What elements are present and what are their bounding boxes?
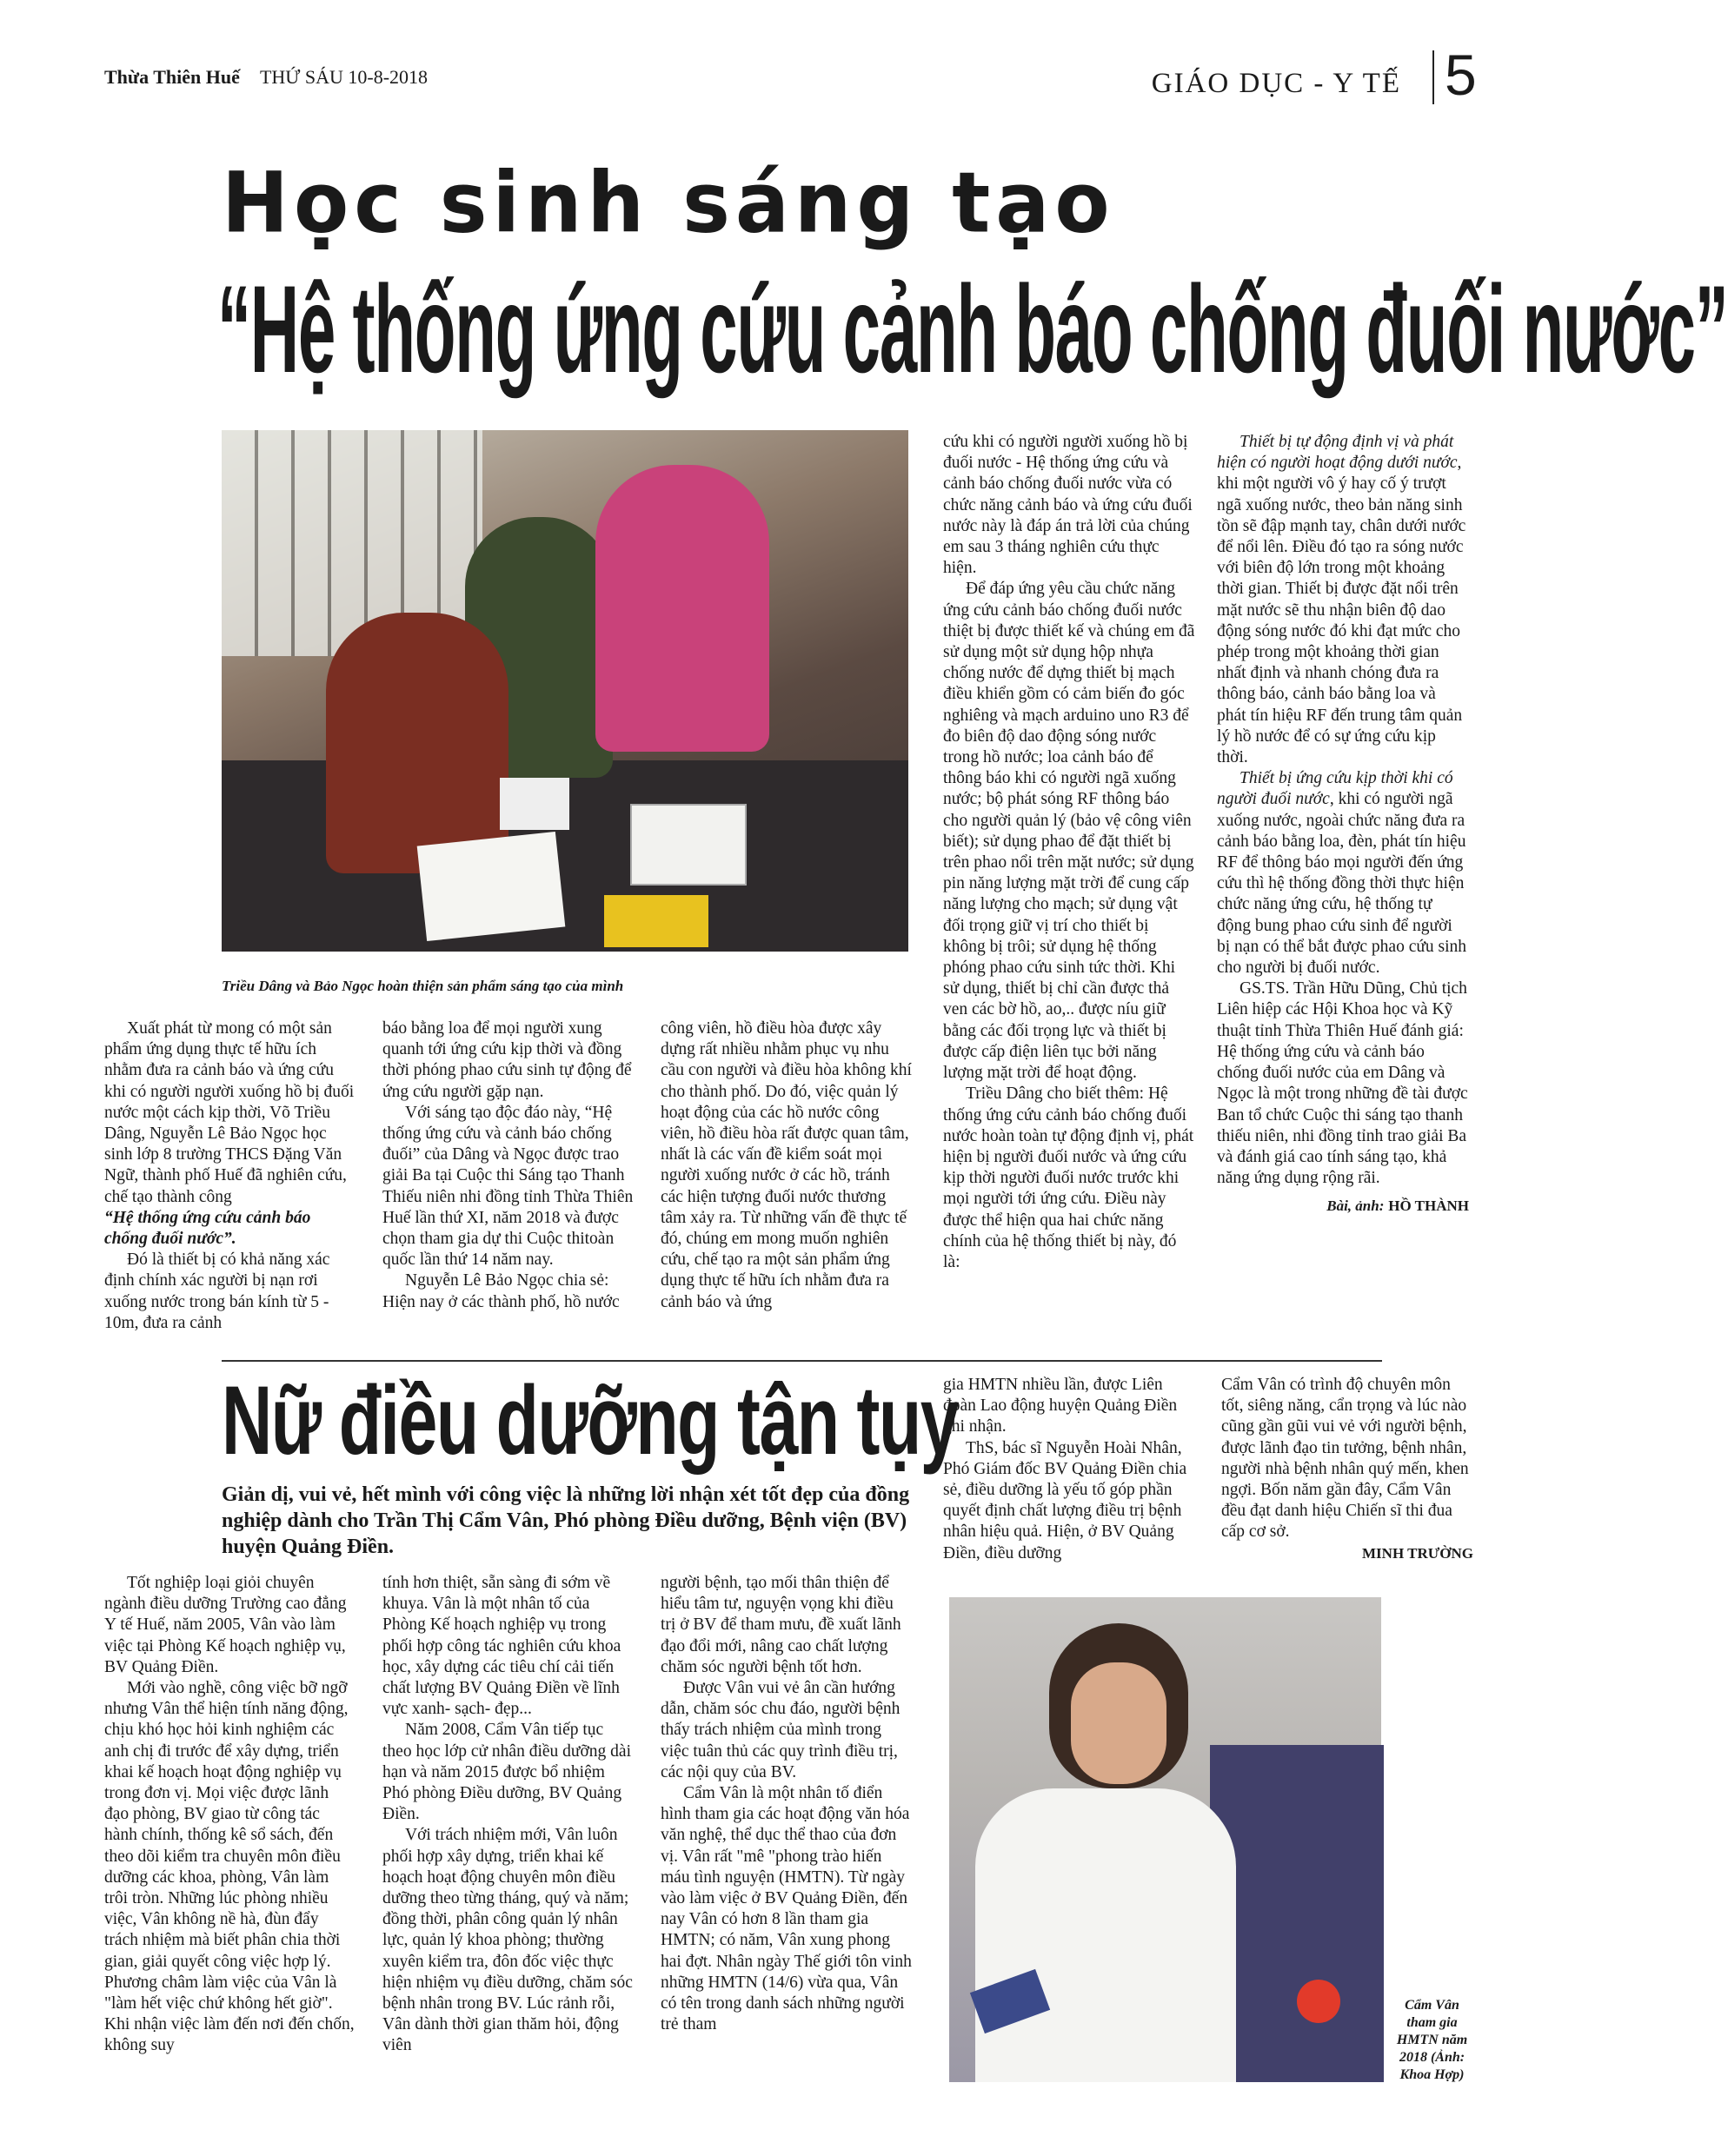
masthead [104,66,428,89]
page-divider [1432,50,1434,104]
article2-column-3 [661,1573,913,2035]
photo-paper [417,832,566,941]
photo-person-girl [595,465,769,752]
article1-column-4 [943,432,1195,1273]
page-number: 5 [1445,43,1477,107]
article1-column-1 [104,1018,356,1334]
section-title: GIÁO DỤC - Y TẾ [1151,68,1401,99]
article-divider [222,1360,1382,1362]
article1-photo [222,430,908,952]
paragraph: GS.TS. Trần Hữu Dũng, Chủ tịch Liên hiệp các Hội Khoa học và Kỹ thuật tỉnh Thừa Thiên Huế đánh giá: Hệ thống ứng cứu và cảnh báo chống đuối nước của em Dâng và Ngọc là một trong những đề tài được Ban tổ chức Cuộc thi sáng tạo thanh thiếu niên, nhi đồng tỉnh trao giải Ba và đánh giá cao tính sáng tạo, khả năng ứng dụng rộng rãi. [1217,979,1468,1188]
paragraph: công viên, hồ điều hòa được xây dựng rất nhiều nhằm phục vụ nhu cầu con người và điều hòa không khí cho thành phố. Do đó, việc quản lý hoạt động của các hồ nước công viên, hồ điều hòa rất được quan tâm, nhất là các vấn đề kiểm soát mọi người xuống nước ở các hồ, tránh các hiện tượng đuối nước thương tâm xảy ra. Từ những vấn đề thực tế đó, chúng em mong muốn nghiên cứu, chế tạo ra một sản phẩm ứng dụng thực tế hữu ích nhằm đưa ra cảnh báo và ứng [661,1019,912,1311]
article1-byline: Bài, ảnh: HỒ THÀNH [1326,1197,1469,1215]
paragraph: Với sáng tạo độc đáo này, “Hệ thống ứng cứu và cảnh báo chống đuối” của Dâng và Ngọc được trao giải Ba tại Cuộc thi Sáng tạo Thanh Thiếu niên nhi đồng tỉnh Thừa Thiên Huế lần thứ XI, năm 2018 và được chọn tham gia dự thi Cuộc thitoàn quốc lần thứ 14 năm nay. [382,1103,634,1270]
article1-title-wrap [217,257,1728,399]
article2-column-4 [943,1375,1195,1564]
paragraph: Để đáp ứng yêu cầu chức năng ứng cứu cảnh báo chống đuối nước thiệt bị được thiết kế và chúng em đã sử dụng một sử dụng hộp nhựa chống nước để dựng thiết bị mạch điều khiển gồm có cảm biến đo góc nghiêng và mạch arduino uno R3 để đo biên độ dao động sóng nước trong hồ nước; loa cảnh báo để thông báo khi có người ngã xuống nước; bộ phát sóng RF thông báo cho người quản lý (bảo vệ công viên biết); sử dụng phao để đặt thiết bị trên phao nổi trên mặt nước; sử dụng pin năng lượng mặt trời để cung cấp năng lượng cho mạch; sử dụng vật đối trọng giữ vị trí cho thiết bị không bị trôi; sử dụng hệ thống phóng phao cứu sinh tức thời. Khi sử dụng, thiết bị chỉ cần được thả ven các bờ hồ, ao,.. được níu giữ bằng các đối trọng lực và thiết bị được cấp điện liên tục bởi năng lượng mặt trời để hoạt động. [943,580,1195,1083]
product-name: “Hệ thống ứng cứu cảnh báo chống đuối nước”. [104,1208,311,1249]
paragraph: Với trách nhiệm mới, Vân luôn phối hợp xây dựng, triển khai kế hoạch hoạt động chuyên môn điều dưỡng theo từng tháng, quý và năm; đồng thời, phân công quản lý nhân lực, quản lý khoa phòng; thường xuyên kiểm tra, đôn đốc việc thực hiện nhiệm vụ điều dưỡng, chăm sóc bệnh nhân trong BV. Lúc rảnh rỗi, Vân dành thời gian thăm hỏi, động viên [382,1826,633,2055]
article1-photo-caption: Triều Dâng và Bảo Ngọc hoàn thiện sản phẩm sáng tạo của mình [222,978,624,994]
photo-device-box [630,804,747,886]
paragraph: gia HMTN nhiều lần, được Liên đoàn Lao động huyện Quảng Điền ghi nhận. [943,1376,1178,1436]
article2-title: Nữ điều dưỡng tận tụy [222,1366,959,1475]
paragraph: Đó là thiết bị có khả năng xác định chính xác người bị nạn rơi xuống nước trong bán kính từ 5 - 10m, đưa ra cảnh [104,1250,330,1332]
paragraph: người bệnh, tạo mối thân thiện để hiểu tâm tư, nguyện vọng khi điều trị ở BV để tham mưu, đề xuất lãnh đạo đổi mới, nâng cao chất lượng chăm sóc người bệnh tốt hơn. [661,1574,901,1676]
article2-column-2 [382,1573,635,2057]
issue-date: THỨ SÁU 10-8-2018 [259,66,429,88]
paragraph: Tốt nghiệp loại giỏi chuyên ngành điều dưỡng Trường cao đẳng Y tế Huế, năm 2005, Vân vào làm việc tại Phòng Kế hoạch nghiệp vụ, BV Quảng Điền. [104,1574,347,1676]
paragraph: ThS, bác sĩ Nguyễn Hoài Nhân, Phó Giám đốc BV Quảng Điền chia sẻ, điều dưỡng là yếu tố góp phần quyết định chất lượng điều trị bệnh nhân hiệu quả. Hiện, ở BV Quảng Điền, điều dưỡng [943,1438,1187,1562]
article2-lead: Giản dị, vui vẻ, hết mình với công việc là những lời nhận xét tốt đẹp của đồng nghiệp dành cho Trần Thị Cẩm Vân, Phó phòng Điều dưỡng, Bệnh viện (BV) huyện Quảng Điền. [222,1483,910,1558]
paragraph: Năm 2008, Cẩm Vân tiếp tục theo học lớp cử nhân điều dưỡng dài hạn và năm 2015 được bổ nhiệm Phó phòng Điều dưỡng, BV Quảng Điền. [382,1721,631,1824]
subheading-italic: Thiết bị ứng cứu kịp thời khi có người đuối nước [1217,769,1453,809]
paragraph: báo bằng loa để mọi người xung quanh tới ứng cứu kịp thời và đồng thời phóng phao cứu sinh tự động để ứng cứu người gặp nạn. [382,1019,632,1101]
paragraph: , khi một người vô ý hay cố ý trượt ngã xuống nước, theo bản năng sinh tồn sẽ đập mạnh tay, chân dưới nước để nổi lên. Điều đó tạo ra sóng nước với biên độ lớn trong một khoảng thời gian. Thiết bị được đặt nổi trên mặt nước sẽ thu nhận biên độ dao động sóng nước đó khi đạt mức cho phép trong một khoảng thời gian nhất định và nhanh chóng đưa ra thông báo, cảnh báo bằng loa và phát tín hiệu RF đến trung tâm quản lý hồ nước để có sự ứng cứu kịp thời. [1217,454,1466,767]
article1-column-5 [1217,432,1469,1217]
paragraph: Cẩm Vân có trình độ chuyên môn tốt, siêng năng, cẩn trọng và lúc nào cũng gần gũi vui vẻ với người bệnh, được lãnh đạo tin tưởng, bệnh nhân, người nhà bệnh nhân quý mến, khen ngợi. Bốn năm gần đây, Cẩm Vân đều đạt danh hiệu Chiến sĩ thi đua cấp cơ sở. [1221,1376,1469,1542]
article1-title-line2: “Hệ thống ứng cứu cảnh báo chống đuối nước” [217,259,1728,399]
paragraph: cứu khi có người người xuống hồ bị đuối nước - Hệ thống ứng cứu và cảnh báo chống đuối nước vừa có chức năng cảnh báo và ứng cứu đuối nước này là đáp án trả lời của chúng em sau 3 tháng nghiên cứu thực hiện. [943,433,1193,578]
article2-photo [949,1597,1381,2082]
subheading-italic: Thiết bị tự động định vị và phát hiện có người hoạt động dưới nước [1217,433,1458,473]
photo-face [1071,1662,1166,1784]
article2-byline: MINH TRƯỜNG [1362,1544,1473,1562]
article2-photo-caption: Cẩm Vân tham gia HMTN năm 2018 (Ảnh: Khoa Hợp) [1396,1998,1468,2082]
paragraph: tính hơn thiệt, sẵn sàng đi sớm về khuya. Vân là một nhân tố của Phòng Kế hoạch nghiệp vụ trong phối hợp công tác nghiên cứu khoa học, xây dựng các tiêu chí cải tiến chất lượng BV Quảng Điền về lĩnh vực xanh- sạch- đẹp... [382,1574,621,1719]
paragraph: Nguyễn Lê Bảo Ngọc chia sẻ: Hiện nay ở các thành phố, hồ nước [382,1271,620,1311]
paragraph: Được Vân vui vẻ ân cần hướng dẫn, chăm sóc chu đáo, người bệnh thấy trách nhiệm của mình trong việc tuân thủ các quy trình điều trị, các nội quy của BV. [661,1679,901,1781]
photo-stress-ball [1297,1980,1340,2023]
photo-shirt [975,1788,1236,2082]
article1-title-line1: Học sinh sáng tạo [222,154,1115,252]
newspaper-name: Thừa Thiên Huế [104,66,240,88]
paragraph: , khi có người ngã xuống nước, ngoài chức năng đưa ra cảnh báo bằng loa, đèn, phát tín hiệu RF để thông báo mọi người đến ứng cứu thì hệ thống đồng thời thực hiện chức năng ứng cứu, hệ thống tự động bung phao cứu sinh để người bị nạn có thể bắt được phao cứu sinh cho người bị đuối nước. [1217,790,1467,978]
paragraph: Mới vào nghề, công việc bỡ ngỡ nhưng Vân thể hiện tính năng động, chịu khó học hỏi kinh nghiệm các anh chị đi trước để xây dựng, triển khai kế hoạch hoạt động nghiệp vụ trong đơn vị. Mọi việc được lãnh đạo phòng, BV giao từ công tác hành chính, thống kê sổ sách, đến theo dõi kiểm tra chuyên môn điều dưỡng các khoa, phòng, Vân làm trôi tròn. Những lúc phòng nhiều việc, Vân không nề hà, đùn đẩy trách nhiệm mà biết phân chia thời gian, giải quyết công việc hợp lý. Phương châm làm việc của Vân là "làm hết việc chứ không hết giờ". Khi nhận việc làm đến nơi đến chốn, không suy [104,1679,355,2055]
paragraph: Triều Dâng cho biết thêm: Hệ thống ứng cứu cảnh báo chống đuối nước hoàn toàn tự động định vị, phát hiện bị người đuối nước và ứng cứu kịp thời người đuối nước trước khi mọi người tới ứng cứu. Điều này được thể hiện qua hai chức năng chính của hệ thống thiết bị này, đó là: [943,1085,1194,1271]
article2-column-5 [1221,1375,1473,1564]
photo-multimeter [604,895,708,947]
paragraph: Cẩm Vân là một nhân tố điển hình tham gia các hoạt động văn hóa văn nghệ, thể dục thể thao của đơn vị. Vân rất "mê "phong trào hiến máu tình nguyện (HMTN). Từ ngày vào làm việc ở BV Quảng Điền, đến nay Vân có hơn 8 lần tham gia HMTN; có năm, Vân xung phong hai đợt. Nhân ngày Thế giới tôn vinh những HMTN (14/6) vừa qua, Vân có tên trong danh sách những người trẻ tham [661,1784,912,2034]
article2-column-1 [104,1573,356,2057]
photo-device-small [500,778,569,830]
article1-column-2 [382,1018,635,1313]
photo-person-boy [326,613,508,873]
paragraph: Xuất phát từ mong có một sản phẩm ứng dụng thực tế hữu ích nhằm đưa ra cảnh báo và ứng cứu khi có người người xuống hồ bị đuối nước một cách kịp thời, Võ Triều Dâng, Nguyễn Lê Bảo Ngọc học sinh lớp 8 trường THCS Đặng Văn Ngữ, thành phố Huế đã nghiên cứu, chế tạo thành công [104,1019,355,1206]
article1-column-3 [661,1018,913,1313]
photo-chair [1210,1745,1384,2082]
